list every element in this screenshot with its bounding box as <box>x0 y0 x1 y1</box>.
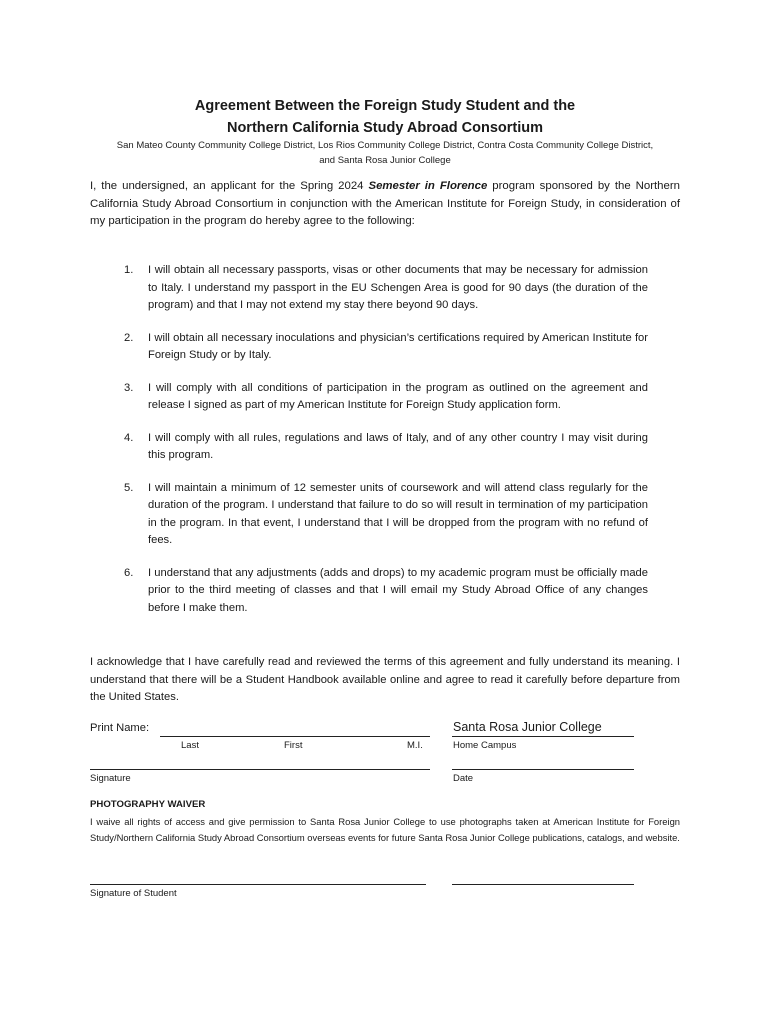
student-signature-field[interactable] <box>90 884 426 885</box>
acknowledgement-paragraph: I acknowledge that I have carefully read and reviewed the terms of this agreement and fully understand its meaning. I understand that there will be a Student Handbook available online and agree to read it carefully before departure from the United States. <box>90 656 680 703</box>
document-title <box>90 95 680 139</box>
middle-initial-label: M.I. <box>407 740 423 751</box>
signature-label: Signature <box>90 773 131 784</box>
home-campus-field[interactable] <box>452 736 634 737</box>
waiver-text: I waive all rights of access and give permission to Santa Rosa Junior College to use photographs taken at American Institute for Foreign Study/Northern California Study Abroad Consortium overseas events for future Santa Rosa Junior College publications, catalogs, and website. <box>90 816 680 843</box>
title-line-1: Agreement Between the Foreign Study Student and the <box>194 98 576 114</box>
item-number: 5. <box>124 481 134 494</box>
date-label: Date <box>453 773 474 784</box>
subtitle-line-1: San Mateo County Community College District, Los Rios Community College District, Contra Costa Community College District, <box>116 140 654 151</box>
intro-after: program sponsored by the Northern California Study Abroad Consortium in conjunction with the American Institute for Foreign Study, in consideration of my participation in the program do hereby agree to the following: <box>90 180 680 227</box>
agreement-item <box>120 380 648 415</box>
last-name-label: Last <box>181 740 199 751</box>
title-line-2: Northern California Study Abroad Consortium <box>226 120 544 136</box>
item-number: 3. <box>124 381 134 394</box>
date-field[interactable] <box>452 769 634 770</box>
intro-paragraph <box>90 178 680 231</box>
waiver-heading: PHOTOGRAPHY WAIVER <box>90 799 206 810</box>
item-text: I will comply with all conditions of participation in the program as outlined on the agreement and release I signed as part of my American Institute for Foreign Study application form. <box>148 381 648 411</box>
home-campus-value: Santa Rosa Junior College <box>453 720 602 734</box>
item-number: 1. <box>124 264 134 276</box>
item-text: I will obtain all necessary inoculations and physician’s certifications required by American Institute for Foreign Study or by Italy. <box>148 331 648 361</box>
intro-before: I, the undersigned, an applicant for the Spring 2024 <box>90 180 369 192</box>
item-text: I will obtain all necessary passports, visas or other documents that may be necessary for admission to Italy. I understand my passport in the EU Schengen Area is good for 90 days (the duration of the program) and that I may not extend my stay there beyond 90 days. <box>148 264 648 311</box>
agreement-item <box>120 480 648 550</box>
item-text: I will comply with all rules, regulations and laws of Italy, and of any other country I may visit during this program. <box>148 431 648 461</box>
agreement-item <box>120 262 648 315</box>
waiver-date-field[interactable] <box>452 884 634 885</box>
agreement-item <box>120 565 648 618</box>
print-name-label: Print Name: <box>90 722 150 734</box>
student-signature-label: Signature of Student <box>90 888 177 899</box>
item-number: 4. <box>124 431 134 444</box>
agreement-list <box>120 262 648 632</box>
item-number: 6. <box>124 566 134 579</box>
print-name-field[interactable] <box>160 736 430 737</box>
agreement-item <box>120 430 648 465</box>
program-name: Semester in Florence <box>368 180 488 192</box>
item-text: I understand that any adjustments (adds and drops) to my academic program must be officially made prior to the third meeting of classes and that I will email my Study Abroad Office of any changes before I make them. <box>148 566 648 614</box>
home-campus-label: Home Campus <box>453 740 517 751</box>
item-number: 2. <box>124 331 134 344</box>
first-name-label: First <box>284 740 303 751</box>
agreement-item <box>120 330 648 365</box>
item-text: I will maintain a minimum of 12 semester units of coursework and will attend class regularly for the duration of the program. I understand that failure to do so will result in termination of my participation in the program. In that event, I understand that I will be dropped from the program with no refund of fees. <box>148 481 648 546</box>
subtitle-line-2: and Santa Rosa Junior College <box>319 155 451 166</box>
document-subtitle <box>88 138 682 168</box>
signature-field[interactable] <box>90 769 430 770</box>
